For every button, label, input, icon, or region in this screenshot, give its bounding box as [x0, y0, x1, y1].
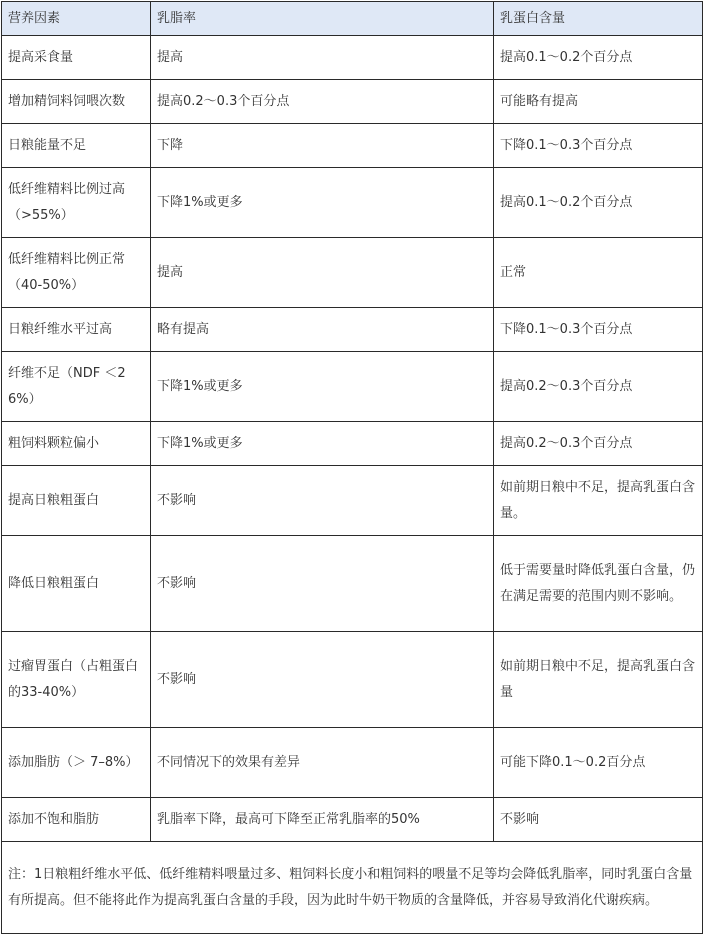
factor-cell: 低纤维精料比例过高（>55%）: [2, 168, 151, 238]
milk-fat-cell: 不影响: [151, 536, 494, 632]
factor-cell: 粗饲料颗粒偏小: [2, 422, 151, 466]
factor-cell: 低纤维精料比例正常（40-50%）: [2, 238, 151, 308]
milk-protein-cell: 如前期日粮中不足，提高乳蛋白含量。: [494, 466, 703, 536]
table-row: [2, 36, 703, 80]
factor-cell: 过瘤胃蛋白（占粗蛋白的33-40%）: [2, 632, 151, 728]
factor-cell: 添加脂肪（＞ 7–8%）: [2, 728, 151, 798]
milk-protein-cell: 正常: [494, 238, 703, 308]
factor-cell: 日粮纤维水平过高: [2, 308, 151, 352]
milk-fat-cell: 不同情况下的效果有差异: [151, 728, 494, 798]
factor-cell: 提高采食量: [2, 36, 151, 80]
footnote: 注：1日粮粗纤维水平低、低纤维精料喂量过多、粗饲料长度小和粗饲料的喂量不足等均会降低乳脂率，同时乳蛋白含量有所提高。但不能将此作为提高乳蛋白含量的手段，因为此时牛奶干物质的含量降低，并容易导致消化代谢疾病。: [2, 842, 703, 934]
milk-protein-cell: 如前期日粮中不足，提高乳蛋白含量: [494, 632, 703, 728]
milk-fat-cell: 乳脂率下降，最高可下降至正常乳脂率的50%: [151, 798, 494, 842]
table-row: [2, 238, 703, 308]
milk-protein-cell: 提高0.2～0.3个百分点: [494, 422, 703, 466]
milk-fat-cell: 提高0.2～0.3个百分点: [151, 80, 494, 124]
milk-protein-cell: 下降0.1～0.3个百分点: [494, 124, 703, 168]
note-row: [2, 842, 703, 934]
milk-fat-cell: 略有提高: [151, 308, 494, 352]
table-row: [2, 168, 703, 238]
table-row: [2, 466, 703, 536]
factor-cell: 增加精饲料饲喂次数: [2, 80, 151, 124]
table-row: [2, 632, 703, 728]
milk-fat-cell: 下降1%或更多: [151, 422, 494, 466]
factor-cell: 添加不饱和脂肪: [2, 798, 151, 842]
table-row: [2, 422, 703, 466]
milk-protein-cell: 不影响: [494, 798, 703, 842]
table-row: [2, 798, 703, 842]
table-row: [2, 308, 703, 352]
milk-protein-cell: 可能略有提高: [494, 80, 703, 124]
milk-fat-cell: 提高: [151, 238, 494, 308]
milk-fat-cell: 提高: [151, 36, 494, 80]
header-milk-protein: 乳蛋白含量: [494, 2, 703, 36]
factor-cell: 降低日粮粗蛋白: [2, 536, 151, 632]
milk-fat-cell: 下降1%或更多: [151, 168, 494, 238]
milk-protein-cell: 低于需要量时降低乳蛋白含量，仍在满足需要的范围内则不影响。: [494, 536, 703, 632]
milk-fat-cell: 不影响: [151, 632, 494, 728]
milk-protein-cell: 提高0.1～0.2个百分点: [494, 36, 703, 80]
factor-cell: 纤维不足（NDF ＜26%）: [2, 352, 151, 422]
factor-cell: 提高日粮粗蛋白: [2, 466, 151, 536]
table-row: [2, 728, 703, 798]
header-row: [2, 2, 703, 36]
table-row: [2, 536, 703, 632]
header-milk-fat: 乳脂率: [151, 2, 494, 36]
table-row: [2, 124, 703, 168]
milk-protein-cell: 下降0.1～0.3个百分点: [494, 308, 703, 352]
milk-protein-cell: 提高0.2～0.3个百分点: [494, 352, 703, 422]
milk-fat-cell: 下降: [151, 124, 494, 168]
factor-cell: 日粮能量不足: [2, 124, 151, 168]
table-row: [2, 352, 703, 422]
milk-fat-cell: 不影响: [151, 466, 494, 536]
table-row: [2, 80, 703, 124]
milk-protein-cell: 可能下降0.1～0.2百分点: [494, 728, 703, 798]
nutrition-table: [1, 1, 703, 934]
milk-fat-cell: 下降1%或更多: [151, 352, 494, 422]
milk-protein-cell: 提高0.1～0.2个百分点: [494, 168, 703, 238]
header-factor: 营养因素: [2, 2, 151, 36]
